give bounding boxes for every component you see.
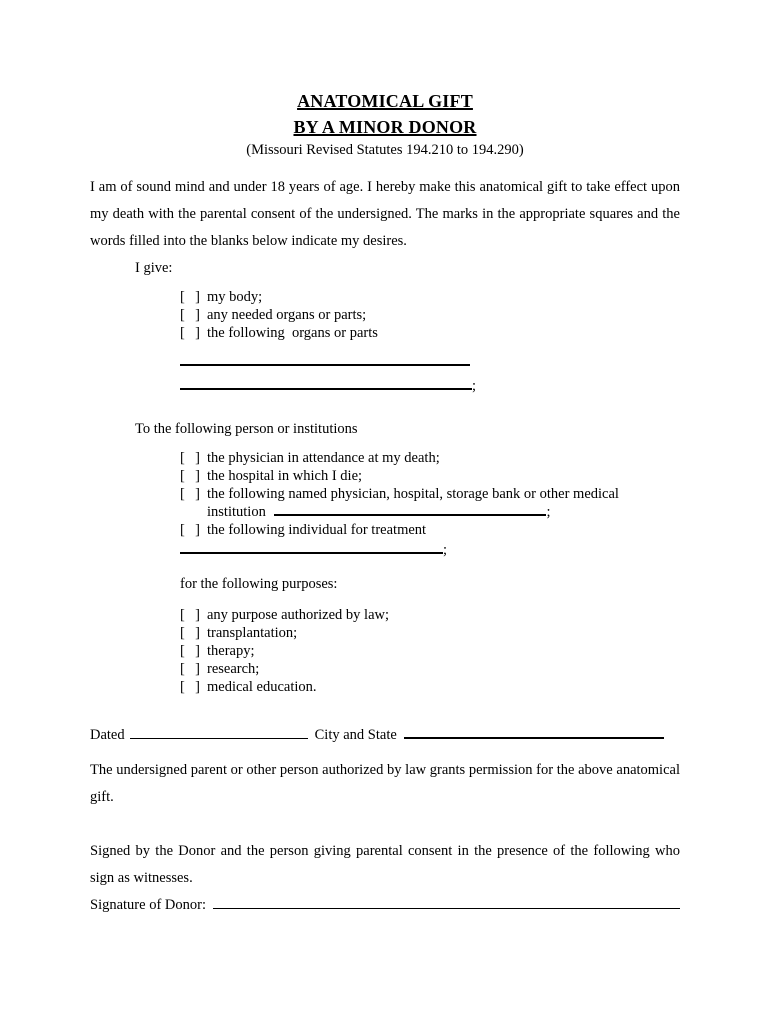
institution-blank-field[interactable] bbox=[274, 503, 546, 516]
punctuation: ; bbox=[472, 378, 477, 394]
option-label: research; bbox=[207, 661, 260, 677]
signature-row bbox=[90, 892, 680, 919]
gift-options-list bbox=[180, 288, 680, 342]
dated-blank-field[interactable] bbox=[130, 726, 308, 739]
institution-label: institution bbox=[207, 504, 266, 520]
purposes-heading: for the following purposes: bbox=[180, 576, 338, 592]
option-label: my body; bbox=[207, 289, 263, 305]
option-label: any needed organs or parts; bbox=[207, 307, 367, 323]
statute-reference: (Missouri Revised Statutes 194.210 to 194.290) bbox=[246, 142, 524, 158]
option-label: any purpose authorized by law; bbox=[207, 607, 390, 623]
witness-paragraph: Signed by the Donor and the person giving parental consent in the presence of the following who sign as witnesses. bbox=[90, 843, 680, 886]
list-item-physician bbox=[180, 449, 680, 467]
treatment-blank-field[interactable] bbox=[180, 541, 443, 554]
recipients-heading: To the following person or institutions bbox=[135, 421, 358, 437]
dated-row bbox=[90, 722, 680, 749]
checkbox-research[interactable]: [ ] bbox=[180, 661, 200, 677]
list-item-named-institution bbox=[180, 485, 680, 521]
punctuation: ; bbox=[443, 542, 448, 558]
list-item-individual-treatment bbox=[180, 521, 680, 561]
option-label: therapy; bbox=[207, 643, 255, 659]
treatment-write-in-line bbox=[180, 539, 680, 561]
city-state-label: City and State bbox=[314, 727, 397, 743]
list-item-following-organs bbox=[180, 324, 680, 342]
checkbox-individual-treatment[interactable]: [ ] bbox=[180, 522, 200, 538]
punctuation: ; bbox=[546, 504, 551, 520]
checkbox-medical-education[interactable]: [ ] bbox=[180, 679, 200, 695]
document-header bbox=[90, 88, 680, 161]
organs-write-in-row-2 bbox=[180, 374, 680, 398]
document-title-line2: BY A MINOR DONOR bbox=[293, 117, 477, 137]
checkbox-hospital[interactable]: [ ] bbox=[180, 468, 200, 484]
option-label: medical education. bbox=[207, 679, 317, 695]
signature-label: Signature of Donor: bbox=[90, 897, 206, 913]
option-label: the following individual for treatment bbox=[207, 522, 427, 538]
organs-blank-field-2[interactable] bbox=[180, 377, 472, 390]
institution-write-in-line bbox=[180, 503, 680, 521]
i-give-label: I give: bbox=[135, 260, 173, 276]
option-label: the following named physician, hospital, storage bank or other medical bbox=[207, 486, 619, 502]
list-item-research bbox=[180, 660, 680, 678]
consent-paragraph: The undersigned parent or other person authorized by law grants permission for the above anatomical gift. bbox=[90, 762, 680, 805]
checkbox-any-purpose[interactable]: [ ] bbox=[180, 607, 200, 623]
list-item-my-body bbox=[180, 288, 680, 306]
option-label: the physician in attendance at my death; bbox=[207, 450, 440, 466]
dated-label: Dated bbox=[90, 727, 125, 743]
checkbox-my-body[interactable]: [ ] bbox=[180, 289, 200, 305]
option-label: transplantation; bbox=[207, 625, 298, 641]
organs-write-in-row-1 bbox=[180, 350, 680, 374]
purpose-options-list bbox=[180, 606, 680, 696]
list-item-any-purpose bbox=[180, 606, 680, 624]
option-label: the hospital in which I die; bbox=[207, 468, 363, 484]
checkbox-physician[interactable]: [ ] bbox=[180, 450, 200, 466]
list-item-therapy bbox=[180, 642, 680, 660]
checkbox-named-institution[interactable]: [ ] bbox=[180, 486, 200, 502]
intro-paragraph: I am of sound mind and under 18 years of age. I hereby make this anatomical gift to take effect upon my death with the parental consent of the undersigned. The marks in the appropriate squares and the words filled into the blanks below indicate my desires. bbox=[90, 179, 680, 249]
list-item-medical-education bbox=[180, 678, 680, 696]
list-item-transplantation bbox=[180, 624, 680, 642]
option-label: the following organs or parts bbox=[207, 325, 378, 341]
checkbox-organs-or-parts[interactable]: [ ] bbox=[180, 307, 200, 323]
list-item-hospital bbox=[180, 467, 680, 485]
checkbox-therapy[interactable]: [ ] bbox=[180, 643, 200, 659]
document-title-line1: ANATOMICAL GIFT bbox=[297, 91, 473, 111]
city-state-blank-field[interactable] bbox=[404, 726, 664, 739]
donor-signature-blank-field[interactable] bbox=[213, 896, 680, 909]
recipient-options-list bbox=[180, 449, 680, 561]
checkbox-following-organs[interactable]: [ ] bbox=[180, 325, 200, 341]
checkbox-transplantation[interactable]: [ ] bbox=[180, 625, 200, 641]
list-item-organs-or-parts bbox=[180, 306, 680, 324]
organs-blank-field-1[interactable] bbox=[180, 353, 470, 366]
